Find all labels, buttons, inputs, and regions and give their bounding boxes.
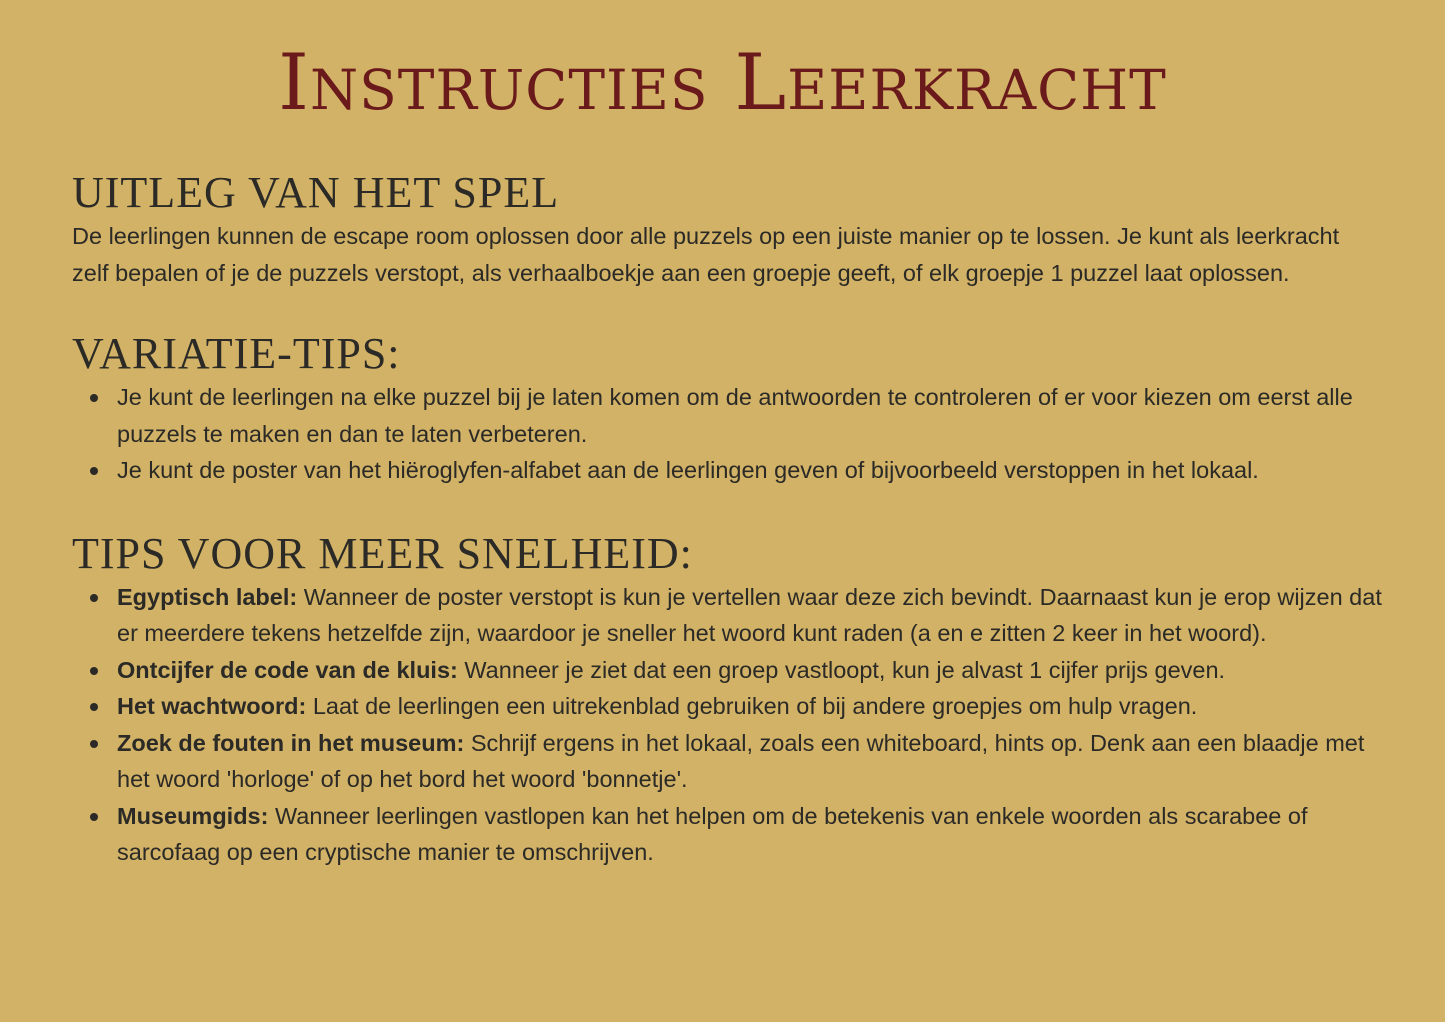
tip-label: Ontcijfer de code van de kluis: <box>117 656 458 683</box>
list-item <box>117 725 1382 798</box>
tip-text: Wanneer de poster verstopt is kun je vertellen waar deze zich bevindt. Daarnaast kun je erop wijzen dat er meerdere tekens hetzelfde zijn, waardoor je sneller het woord kunt raden (a en e zitten 2 keer in het woord). <box>117 583 1382 646</box>
variatie-list <box>72 379 1382 489</box>
tip-label: Het wachtwoord: <box>117 693 307 719</box>
section-heading-snelheid: TIPS VOOR MEER SNELHEID: <box>72 528 693 578</box>
list-item <box>117 688 1382 725</box>
section-heading-uitleg: UITLEG VAN HET SPEL <box>72 168 560 217</box>
tip-label: Zoek de fouten in het museum: <box>117 729 465 756</box>
tip-label: Egyptisch label: <box>117 583 298 610</box>
section-heading-variatie: VARIATIE-TIPS: <box>72 329 401 378</box>
tip-label: Museumgids: <box>117 802 269 829</box>
list-item: Je kunt de leerlingen na elke puzzel bij je laten komen om de antwoorden te controleren of er voor kiezen om eerst alle puzzels te maken en dan te laten verbeteren. <box>117 379 1382 452</box>
section-variatie <box>72 329 1382 489</box>
tip-text: Laat de leerlingen een uitrekenblad gebruiken of bij andere groepjes om hulp vragen. <box>306 693 1198 719</box>
list-item <box>117 579 1382 652</box>
tip-text: Wanneer je ziet dat een groep vastloopt, kun je alvast 1 cijfer prijs geven. <box>457 656 1226 683</box>
tip-text: Wanneer leerlingen vastlopen kan het helpen om de betekenis van enkele woorden als scarabee of sarcofaag op een cryptische manier te omschrijven. <box>117 802 1308 865</box>
section-uitleg <box>72 168 1382 291</box>
tip-text: Schrijf ergens in het lokaal, zoals een whiteboard, hints op. Denk aan een blaadje met het woord 'horloge' of op het bord het woord 'bonnetje'. <box>117 729 1365 792</box>
page-title: Instructies Leerkracht <box>278 38 1167 128</box>
content <box>72 168 1382 871</box>
list-item <box>117 798 1382 871</box>
uitleg-paragraph: De leerlingen kunnen de escape room oplossen door alle puzzels op een juiste manier op te lossen. Je kunt als leerkracht zelf bepalen of je de puzzels verstopt, als verhaalboekje aan een groepje geeft, of elk groepje 1 puzzel laat oplossen. <box>72 223 1340 286</box>
snelheid-list <box>72 579 1382 871</box>
list-item <box>117 652 1382 689</box>
section-snelheid <box>72 529 1382 871</box>
list-item: Je kunt de poster van het hiëroglyfen-alfabet aan de leerlingen geven of bijvoorbeeld verstoppen in het lokaal. <box>117 452 1382 489</box>
